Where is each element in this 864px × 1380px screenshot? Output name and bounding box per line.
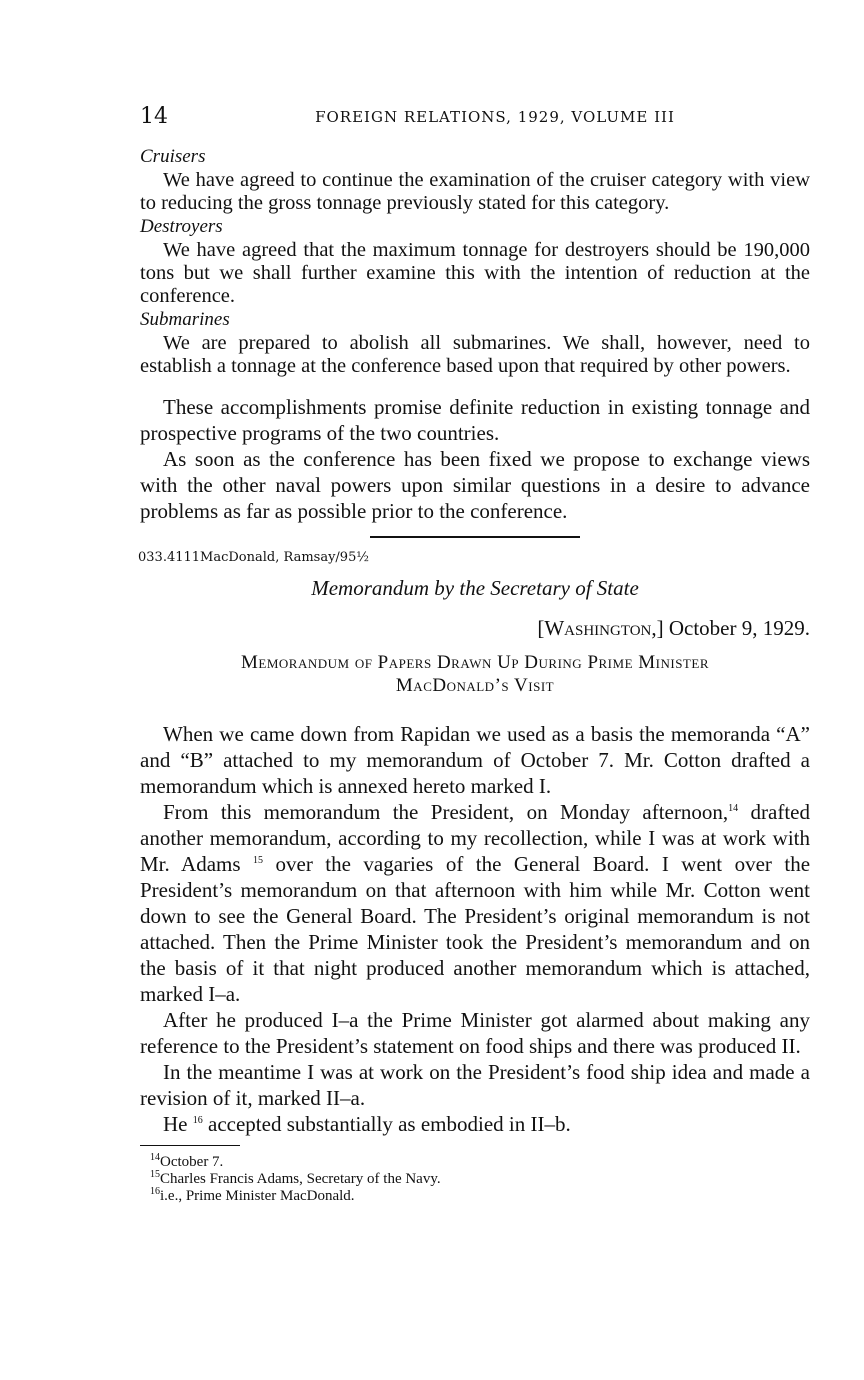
memo-title: Memorandum by the Secretary of State xyxy=(311,576,639,600)
memo-subject-line-2: MacDonald’s Visit xyxy=(395,675,555,696)
page-number: 14 xyxy=(140,104,168,129)
memo-paragraph-5 xyxy=(140,1111,810,1137)
footnote-rule xyxy=(140,1145,240,1146)
submarines-paragraph: We are prepared to abolish all submarines. We shall, however, need to establish a tonnage at the conference based upon that required by other powers. xyxy=(140,332,810,377)
memo-paragraph-5-part-a: He xyxy=(163,1112,188,1136)
memo-paragraph-1: When we came down from Rapidan we used as a basis the memoranda “A” and “B” attached to my memorandum of October 7. Mr. Cotton drafted a memorandum which is annexed hereto marked I. xyxy=(140,722,810,798)
memo-paragraph-3: After he produced I–a the Prime Minister got alarmed about making any reference to the President’s statement on food ships and there was produced II. xyxy=(140,1008,810,1058)
footnote-mark: 15 xyxy=(150,1169,160,1180)
cruisers-heading: Cruisers xyxy=(140,146,206,167)
footnote-ref-14[interactable]: 14 xyxy=(728,803,739,814)
file-number: 033.4111MacDonald, Ramsay/95½ xyxy=(138,550,369,565)
dateline-date: October 9, 1929. xyxy=(668,616,810,640)
dateline xyxy=(140,615,810,641)
footnote-16 xyxy=(150,1188,810,1205)
memo-paragraph-4: In the meantime I was at work on the President’s food ship idea and made a revision of it, marked II–a. xyxy=(140,1060,810,1110)
running-head: FOREIGN RELATIONS, 1929, VOLUME III xyxy=(315,108,675,126)
footnote-15 xyxy=(150,1171,810,1188)
destroyers-heading: Destroyers xyxy=(140,216,223,237)
memo-paragraph-2-part-b: drafted another memorandum, according to my recollection, while I was at work with Mr. Adams xyxy=(140,800,810,876)
memo-paragraph-2-part-c: over the vagaries of the General Board. I went over the President’s memorandum on that afternoon with him while Mr. Cotton went down to see the General Board. The President’s original memorandum is not attached. Then the Prime Minister took the President’s memorandum and on the basis of it that night produced another memorandum which is attached, marked I–a. xyxy=(140,852,811,1006)
footnotes xyxy=(140,1154,810,1205)
closing-paragraph-2: As soon as the conference has been fixed we propose to exchange views with the other naval powers upon similar questions in a desire to advance problems as far as possible prior to the conference. xyxy=(140,447,810,523)
footnote-text: i.e., Prime Minister MacDonald. xyxy=(160,1188,355,1204)
footnote-mark: 14 xyxy=(150,1152,160,1163)
footnote-text: Charles Francis Adams, Secretary of the Navy. xyxy=(160,1171,441,1187)
section-divider xyxy=(370,536,580,538)
submarines-heading: Submarines xyxy=(140,309,230,330)
memo-paragraph-2 xyxy=(140,799,810,1007)
page-content xyxy=(140,145,810,1205)
page-header xyxy=(140,104,810,130)
dateline-place: [Washington,] xyxy=(537,616,664,640)
footnote-14 xyxy=(150,1154,810,1171)
destroyers-paragraph: We have agreed that the maximum tonnage for destroyers should be 190,000 tons but we shall further examine this with the intention of reduction at the conference. xyxy=(140,239,810,307)
footnote-text: October 7. xyxy=(160,1154,224,1170)
memo-paragraph-2-part-a: From this memorandum the President, on Monday afternoon, xyxy=(163,800,729,824)
footnote-mark: 16 xyxy=(150,1186,160,1197)
memo-subject xyxy=(160,651,790,697)
memo-paragraph-5-part-b: accepted substantially as embodied in II–b. xyxy=(202,1112,571,1136)
footnote-ref-16[interactable]: 16 xyxy=(192,1115,203,1126)
cruisers-paragraph: We have agreed to continue the examination of the cruiser category with view to reducing the gross tonnage previously stated for this category. xyxy=(140,169,810,214)
memo-subject-line-1: Memorandum of Papers Drawn Up During Prime Minister xyxy=(241,652,709,673)
closing-paragraph-1: These accomplishments promise definite reduction in existing tonnage and prospective programs of the two countries. xyxy=(140,395,810,445)
footnote-ref-15[interactable]: 15 xyxy=(253,855,264,866)
